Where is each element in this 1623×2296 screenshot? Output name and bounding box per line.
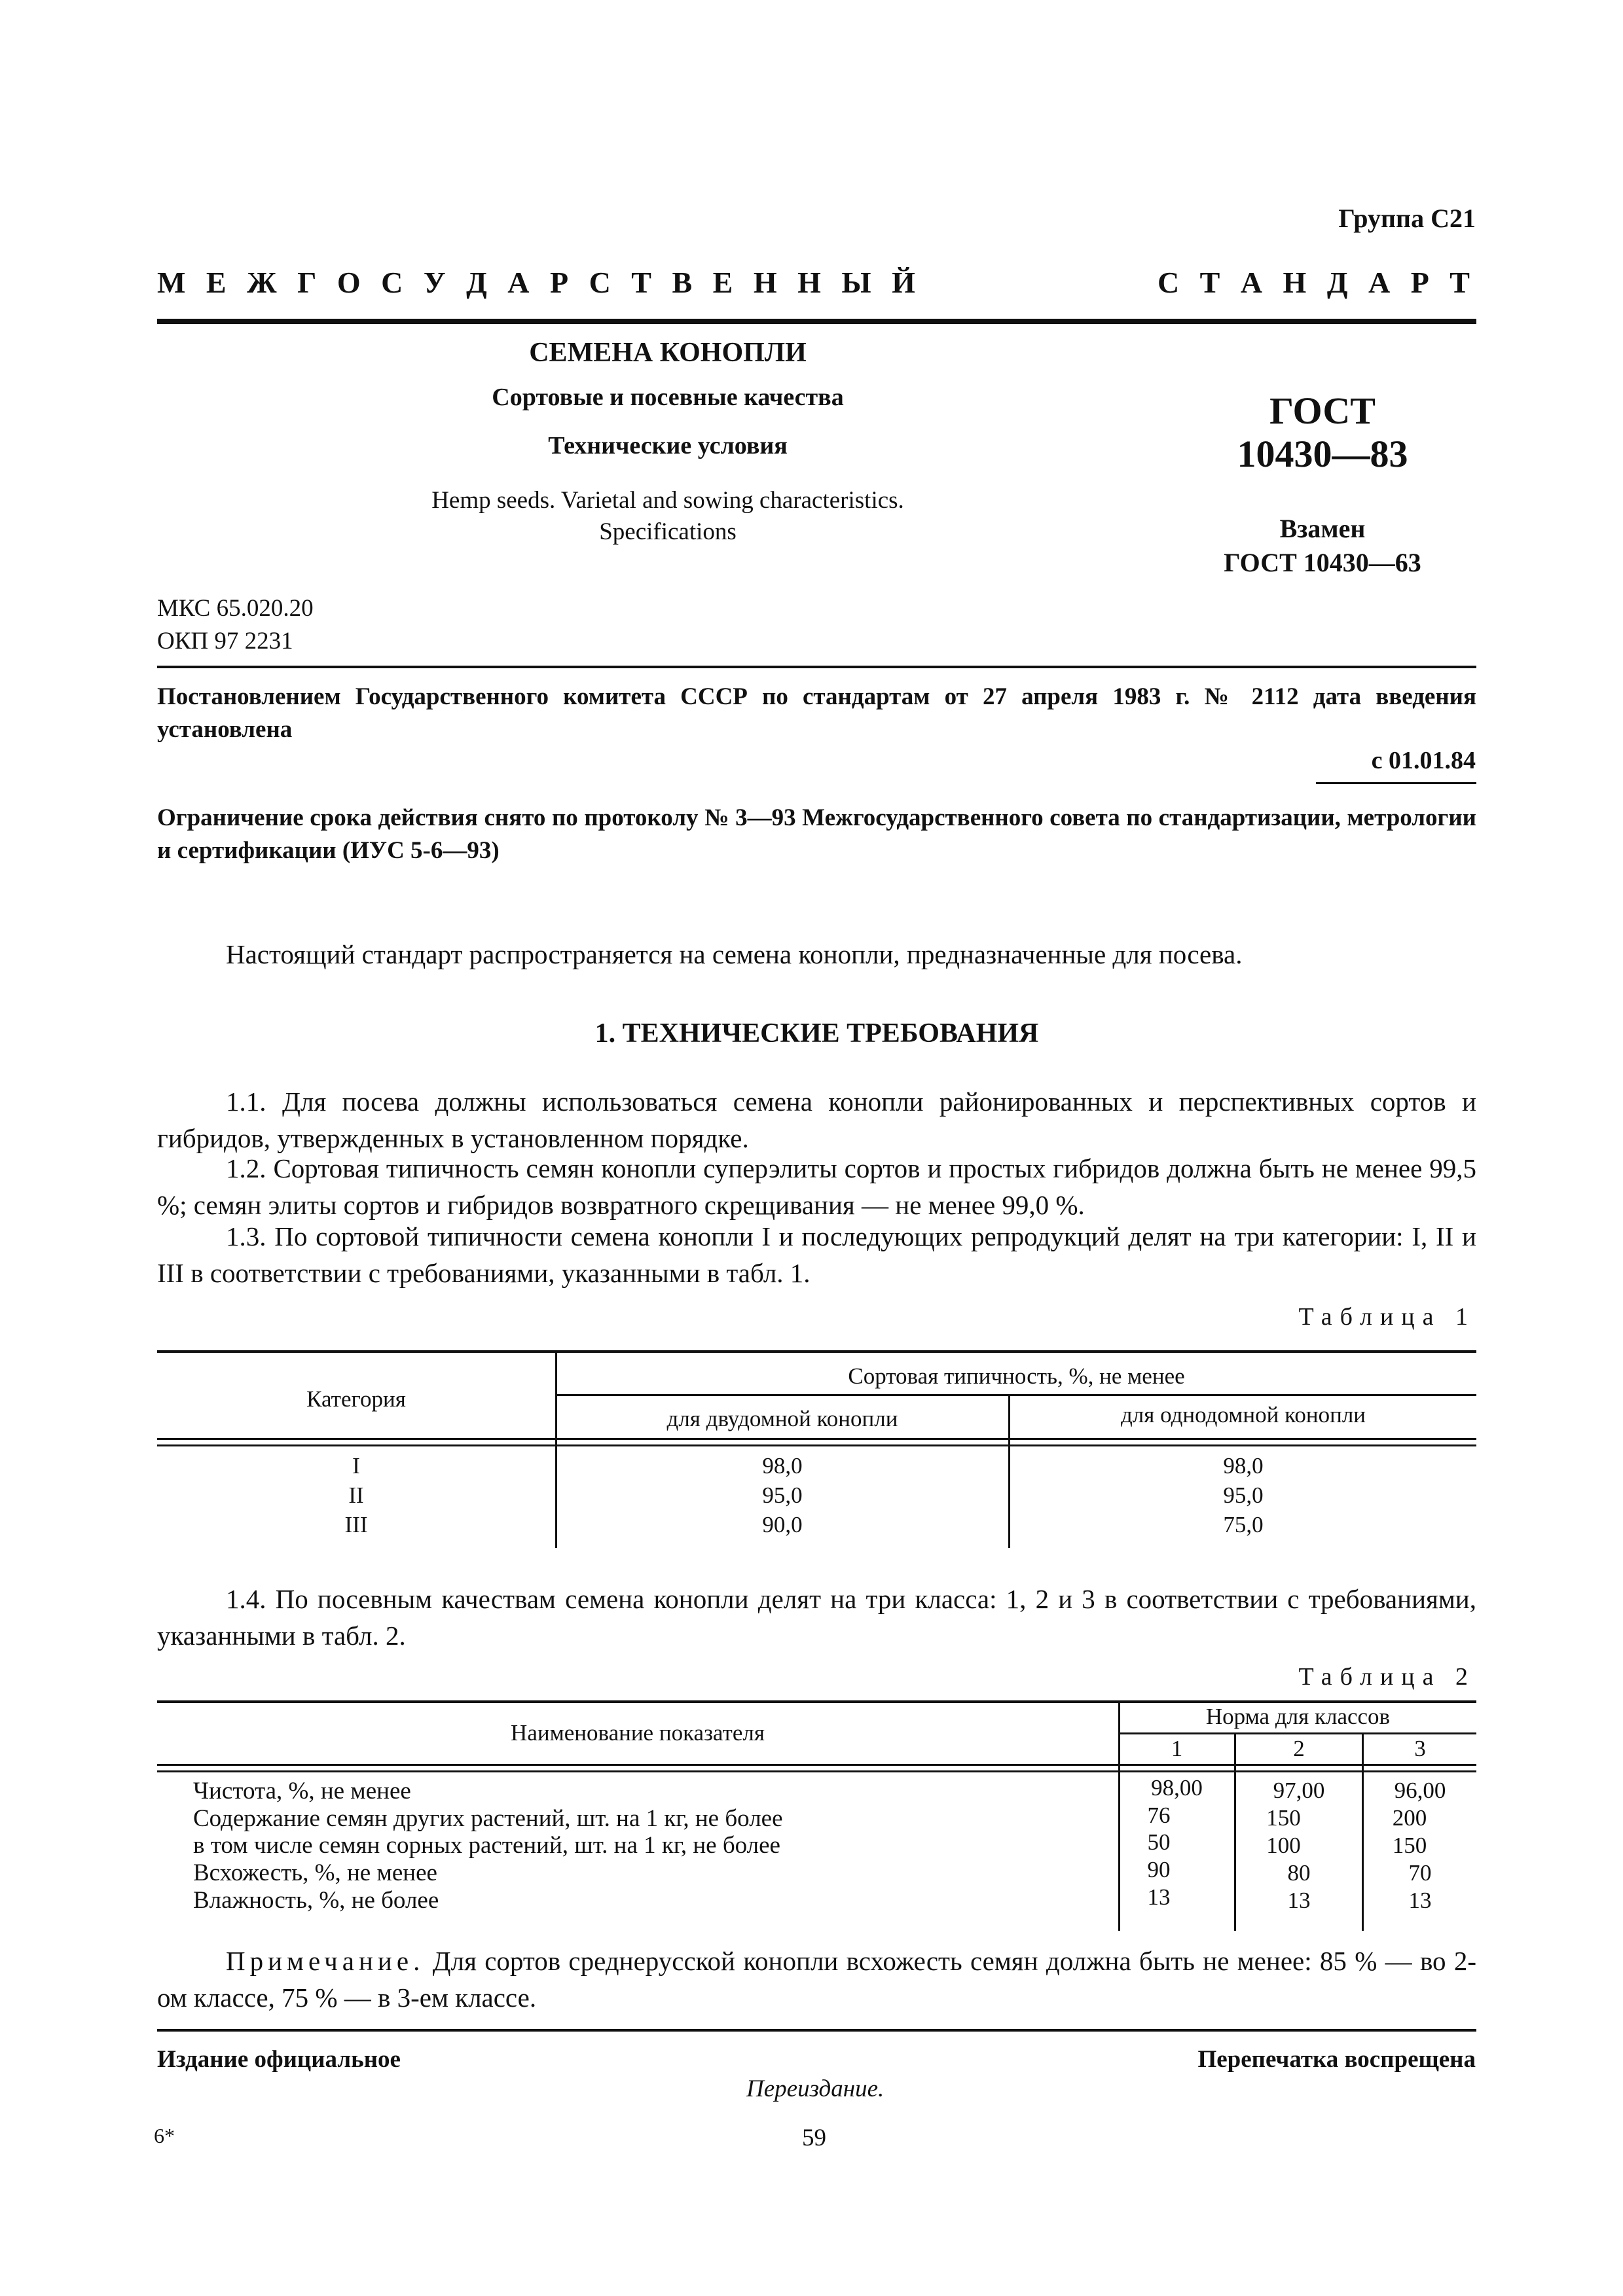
header-rule — [157, 319, 1476, 324]
replaces-line-2: ГОСТ 10430—63 — [1224, 548, 1421, 577]
banner-interstate: М Е Ж Г О С У Д А Р С Т В Е Н Н Ы Й — [157, 266, 922, 299]
gost-line-1: ГОСТ — [1269, 389, 1376, 432]
table-2-header-rule-b — [157, 1770, 1476, 1772]
table-2-row-1-name: Чистота, %, не менее — [193, 1778, 411, 1804]
doc-subtitle-2: Технические условия — [548, 432, 788, 459]
codes-rule — [157, 666, 1476, 668]
table-1-row-3-dioecious: 90,0 — [762, 1512, 803, 1537]
classification-codes — [157, 592, 314, 658]
replaces-line-1: Взамен — [1279, 514, 1366, 543]
okp-code: ОКП 97 2231 — [157, 628, 293, 655]
table-1-top-rule — [157, 1350, 1476, 1353]
official-edition: Издание официальное — [157, 2046, 401, 2073]
english-title-line-1: Hemp seeds. Varietal and sowing characteristics. — [431, 487, 904, 514]
table-2-row-3-class-3: 150 — [1392, 1833, 1427, 1858]
table-2-row-4-name: Всхожесть, %, не менее — [193, 1859, 437, 1886]
note-text: Для сортов среднерусской конопли всхожесть семян должна быть не менее: 85 % — во 2-ом классе, 75 % — в 3-ем классе. — [157, 1946, 1477, 2013]
table-2-row-2-class-3: 200 — [1392, 1805, 1427, 1831]
paragraph-1-3: 1.3. По сортовой типичности семена конопли I и последующих репродукций делят на три категории: I, II и III в соответствии с требованиями, указанными в табл. 1. — [157, 1221, 1476, 1288]
table-2-row-4-class-1: 90 — [1147, 1857, 1171, 1882]
table-1-header-rule-a — [157, 1438, 1476, 1440]
table-2-row-2-class-2: 150 — [1266, 1805, 1301, 1831]
table-1-row-1-monoecious: 98,0 — [1223, 1453, 1264, 1479]
table-2-top-rule — [157, 1700, 1476, 1703]
table-2-header-class-1: 1 — [1171, 1736, 1183, 1761]
effective-date: с 01.01.84 — [1371, 747, 1476, 774]
table-2-row-1-class-2: 97,00 — [1273, 1778, 1325, 1803]
gost-number — [1165, 389, 1480, 476]
standard-banner — [157, 265, 1476, 300]
table-2-row-5-class-3: 13 — [1408, 1888, 1432, 1913]
decree-text: Постановлением Государственного комитета СССР по стандартам от 27 апреля 1983 г. № 2112 дата введения установлена — [157, 683, 1476, 743]
table-1-row-3-monoecious: 75,0 — [1223, 1512, 1264, 1537]
footer-rule — [157, 2029, 1476, 2032]
note-label: Примечание. — [226, 1946, 425, 1976]
table-2-header-name: Наименование показателя — [511, 1720, 765, 1746]
table-2-row-3-class-1: 50 — [1147, 1829, 1171, 1855]
table-2-row-2-class-1: 76 — [1147, 1803, 1171, 1828]
restriction-text: Ограничение срока действия снято по протоколу № 3—93 Межгосударственного совета по стандартизации, метрологии и сертификации (ИУС 5-6—93) — [157, 804, 1476, 864]
table-1-header-group: Сортовая типичность, %, не менее — [848, 1363, 1185, 1389]
english-title — [340, 485, 995, 548]
gost-line-2: 10430—83 — [1237, 433, 1408, 475]
table-2-row-5-name: Влажность, %, не более — [193, 1887, 439, 1914]
table-2-row-1-class-3: 96,00 — [1394, 1778, 1446, 1803]
table-1-header-category: Категория — [306, 1386, 406, 1412]
table-2-header-class-2: 2 — [1293, 1736, 1305, 1761]
table-2-label: Таблица 2 — [1298, 1663, 1476, 1691]
table-1-group-rule — [556, 1394, 1476, 1396]
table-2-header-rule-a — [157, 1764, 1476, 1766]
table-2-row-2-name: Содержание семян других растений, шт. на 1 кг, не более — [193, 1805, 783, 1832]
table-2-header-group: Норма для классов — [1205, 1704, 1391, 1729]
table-1-header-monoecious: для однодомной конопли — [1120, 1402, 1366, 1427]
doc-subtitle-1: Сортовые и посевные качества — [492, 384, 844, 411]
table-2-row-4-class-2: 80 — [1287, 1860, 1311, 1886]
banner-standard: С Т А Н Д А Р Т — [1157, 266, 1476, 299]
paragraph-1-1: 1.1. Для посева должны использоваться семена конопли районированных и перспективных сортов и гибридов, утвержденных в установленном порядке. — [157, 1086, 1476, 1153]
table-2-group-rule — [1120, 1732, 1476, 1734]
group-code: Группа С21 — [1338, 204, 1476, 233]
page-number: 59 — [802, 2125, 826, 2151]
replaces-block — [1165, 512, 1480, 580]
table-1-row-1-dioecious: 98,0 — [762, 1453, 803, 1479]
table-1-row-2-dioecious: 95,0 — [762, 1482, 803, 1508]
reissue-note: Переиздание. — [746, 2075, 884, 2102]
signature-mark: 6* — [154, 2124, 175, 2147]
table-1-row-2-category: II — [348, 1482, 364, 1508]
table-1-row-2-monoecious: 95,0 — [1223, 1482, 1264, 1508]
table-2-row-3-name: в том числе семян сорных растений, шт. на 1 кг, не более — [193, 1832, 780, 1859]
english-title-line-2: Specifications — [599, 518, 737, 545]
table-2-header-class-3: 3 — [1414, 1736, 1426, 1761]
table-2-row-4-class-3: 70 — [1408, 1860, 1432, 1886]
date-underline — [1316, 782, 1476, 784]
table-1-label: Таблица 1 — [1298, 1303, 1476, 1331]
title-block — [340, 337, 995, 548]
gost-block — [1165, 389, 1480, 580]
section-title: 1. ТЕХНИЧЕСКИЕ ТРЕБОВАНИЯ — [594, 1018, 1039, 1049]
table-2-row-5-class-1: 13 — [1147, 1884, 1171, 1910]
table-1-row-1-category: I — [352, 1453, 360, 1479]
doc-title: СЕМЕНА КОНОПЛИ — [529, 338, 807, 368]
table-1-header-rule-b — [157, 1444, 1476, 1446]
note — [157, 1943, 1476, 2016]
table-1-row-3-category: III — [344, 1512, 368, 1537]
reprint-prohibited: Перепечатка воспрещена — [1197, 2046, 1476, 2073]
paragraph-1-2: 1.2. Сортовая типичность семян конопли суперэлиты сортов и простых гибридов должна быть не менее 99,5 %; семян элиты сортов и гибридов возвратного скрещивания — не менее 99,0 %. — [157, 1153, 1476, 1220]
scope-text: Настоящий стандарт распространяется на семена конопли, предназначенные для посева. — [226, 939, 1243, 969]
table-1-header-dioecious: для двудомной конопли — [666, 1406, 898, 1431]
table-2-row-3-class-2: 100 — [1266, 1833, 1301, 1858]
mks-code: МКС 65.020.20 — [157, 595, 314, 622]
table-2-row-1-class-1: 98,00 — [1151, 1775, 1203, 1801]
table-2-row-5-class-2: 13 — [1287, 1888, 1311, 1913]
paragraph-1-4: 1.4. По посевным качествам семена конопли делят на три класса: 1, 2 и 3 в соответствии с требованиями, указанными в табл. 2. — [157, 1584, 1476, 1651]
